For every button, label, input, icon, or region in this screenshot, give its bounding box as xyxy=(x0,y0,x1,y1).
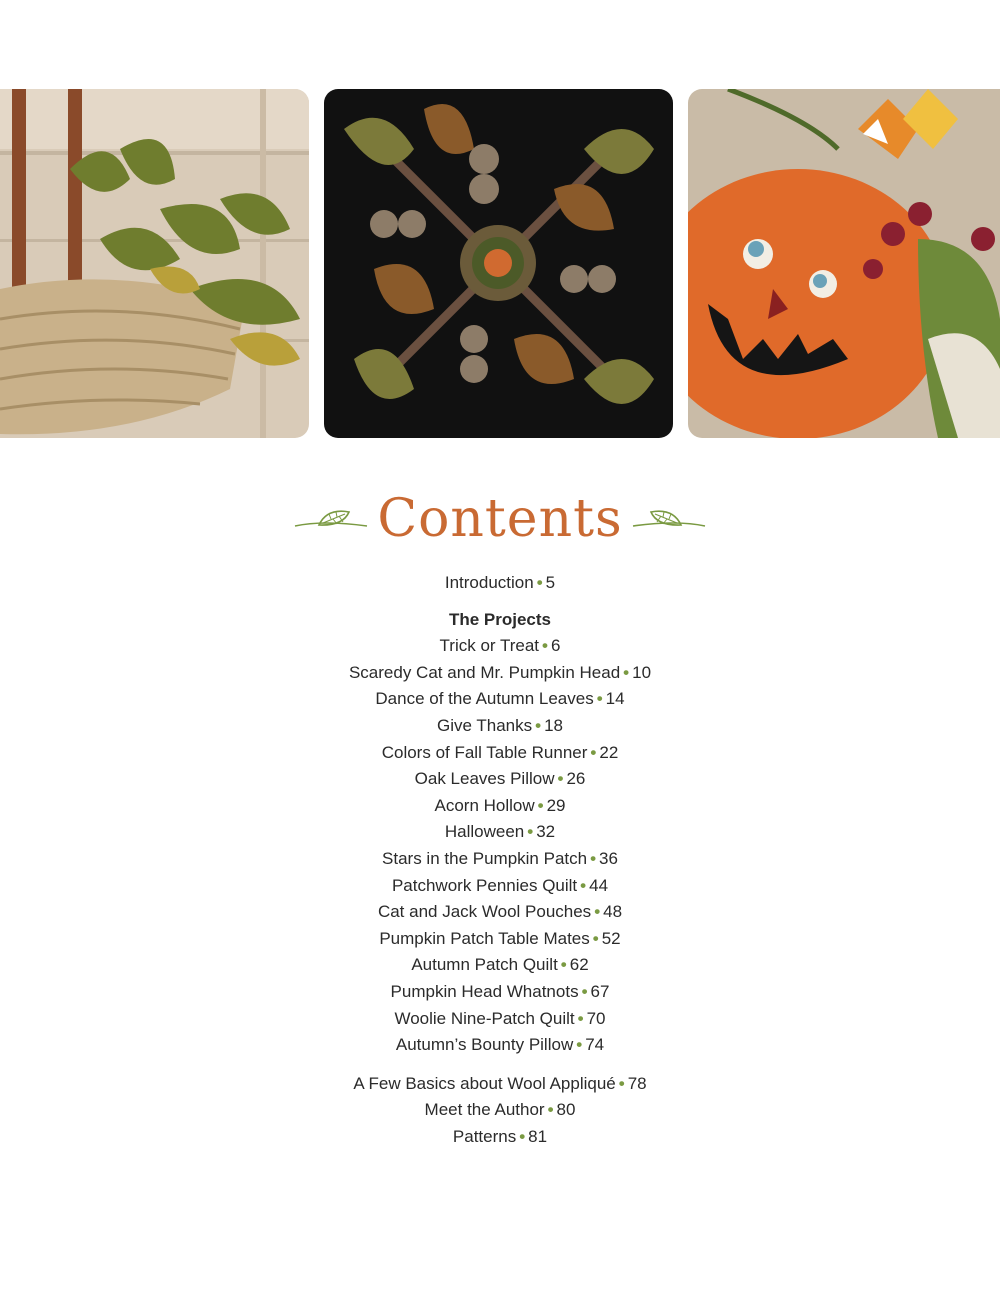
toc-entry-title: Oak Leaves Pillow xyxy=(414,769,555,789)
toc-entry[interactable] xyxy=(0,952,1000,979)
toc-entry-title: Patchwork Pennies Quilt xyxy=(391,875,578,895)
bullet-separator: • xyxy=(590,848,597,868)
bullet-separator: • xyxy=(547,1100,554,1120)
bullet-separator: • xyxy=(576,1035,583,1055)
toc-entry-title: Scaredy Cat and Mr. Pumpkin Head xyxy=(348,662,621,682)
basket-photo xyxy=(0,89,309,438)
toc-entry-page: 10 xyxy=(632,662,652,682)
toc-entry-title: Autumn Patch Quilt xyxy=(411,955,558,975)
toc-entry-title: Cat and Jack Wool Pouches xyxy=(377,902,592,922)
toc-entry[interactable] xyxy=(0,633,1000,660)
toc-entry[interactable] xyxy=(0,846,1000,873)
back-matter-group xyxy=(0,1071,1000,1151)
toc-entry-title: Stars in the Pumpkin Patch xyxy=(382,848,588,868)
toc-entry-page: 44 xyxy=(589,875,609,895)
toc-entry[interactable] xyxy=(0,740,1000,767)
toc-entry-page: 48 xyxy=(603,902,623,922)
toc-entry-title: A Few Basics about Wool Appliqué xyxy=(353,1073,616,1093)
toc-entry-title: Halloween xyxy=(444,822,525,842)
bullet-separator: • xyxy=(594,902,601,922)
toc-entry-title: Pumpkin Patch Table Mates xyxy=(379,928,590,948)
toc-entry-page: 80 xyxy=(556,1100,576,1120)
bullet-separator: • xyxy=(580,875,587,895)
toc-entry-title: Trick or Treat xyxy=(439,636,540,656)
bullet-separator: • xyxy=(557,769,564,789)
toc-entry[interactable] xyxy=(0,660,1000,687)
leaf-ornament-right-icon xyxy=(629,502,707,536)
toc-entry[interactable] xyxy=(0,793,1000,820)
toc-entry-page: 62 xyxy=(569,955,589,975)
bullet-separator: • xyxy=(618,1073,625,1093)
projects-heading: The Projects xyxy=(448,609,552,629)
bullet-separator: • xyxy=(560,955,567,975)
toc-entry-page: 32 xyxy=(536,822,556,842)
table-of-contents xyxy=(0,570,1000,1150)
toc-entry[interactable] xyxy=(0,926,1000,953)
toc-entry[interactable] xyxy=(0,1097,1000,1124)
bullet-separator: • xyxy=(536,573,543,592)
toc-entry[interactable] xyxy=(0,1006,1000,1033)
contents-heading-row xyxy=(0,484,1000,554)
bullet-separator: • xyxy=(592,928,599,948)
toc-entry[interactable] xyxy=(0,979,1000,1006)
bullet-separator: • xyxy=(623,662,630,682)
toc-entry-page: 18 xyxy=(544,715,563,735)
intro-group xyxy=(0,570,1000,597)
bullet-separator: • xyxy=(519,1126,526,1146)
bullet-separator: • xyxy=(596,689,603,709)
toc-entry[interactable] xyxy=(0,686,1000,713)
toc-entry-page: 78 xyxy=(627,1073,647,1093)
toc-entry-title: Woolie Nine-Patch Quilt xyxy=(394,1008,575,1028)
toc-entry-page: 81 xyxy=(528,1126,548,1146)
toc-entry[interactable] xyxy=(0,1071,1000,1098)
toc-entry-page: 26 xyxy=(566,769,586,789)
toc-entry-title: Acorn Hollow xyxy=(434,795,535,815)
bullet-separator: • xyxy=(577,1008,584,1028)
toc-entry-page: 6 xyxy=(550,636,561,656)
bullet-separator: • xyxy=(527,822,534,842)
toc-entry-page: 22 xyxy=(599,742,619,762)
bullet-separator: • xyxy=(581,981,588,1001)
oak-leaf-wall-hanging-photo xyxy=(324,89,673,438)
toc-entry[interactable] xyxy=(0,766,1000,793)
pumpkin-applique-photo xyxy=(688,89,1000,438)
bullet-separator: • xyxy=(590,742,597,762)
toc-entry-title: Pumpkin Head Whatnots xyxy=(390,981,579,1001)
toc-entry-title: Patterns xyxy=(452,1126,517,1146)
toc-entry-page: 14 xyxy=(605,689,625,709)
toc-entry-page: 52 xyxy=(601,928,621,948)
toc-entry[interactable] xyxy=(0,873,1000,900)
toc-entry-page: 67 xyxy=(590,981,610,1001)
toc-entry[interactable] xyxy=(0,570,1000,597)
toc-entry-title: Give Thanks xyxy=(437,715,533,735)
toc-entry[interactable] xyxy=(0,819,1000,846)
toc-entry[interactable] xyxy=(0,1124,1000,1151)
bullet-separator: • xyxy=(542,636,548,656)
toc-entry-title: Dance of the Autumn Leaves xyxy=(375,689,594,709)
bullet-separator: • xyxy=(537,795,544,815)
toc-entry[interactable] xyxy=(0,713,1000,740)
leaf-ornament-left-icon xyxy=(293,502,371,536)
toc-entry-title: Colors of Fall Table Runner xyxy=(381,742,588,762)
toc-entry-page: 36 xyxy=(599,848,618,868)
bullet-separator: • xyxy=(535,715,542,735)
toc-entry-page: 74 xyxy=(585,1035,605,1055)
toc-entry-title: Introduction xyxy=(444,573,534,592)
toc-entry-page: 29 xyxy=(546,795,566,815)
toc-entry-page: 5 xyxy=(545,573,556,592)
toc-entry-title: Meet the Author xyxy=(424,1100,545,1120)
toc-entry-page: 70 xyxy=(586,1008,606,1028)
toc-entry[interactable] xyxy=(0,1032,1000,1059)
projects-group xyxy=(0,633,1000,1059)
toc-entry[interactable] xyxy=(0,899,1000,926)
page-title: Contents xyxy=(377,489,623,549)
toc-entry-title: Autumn’s Bounty Pillow xyxy=(395,1035,574,1055)
